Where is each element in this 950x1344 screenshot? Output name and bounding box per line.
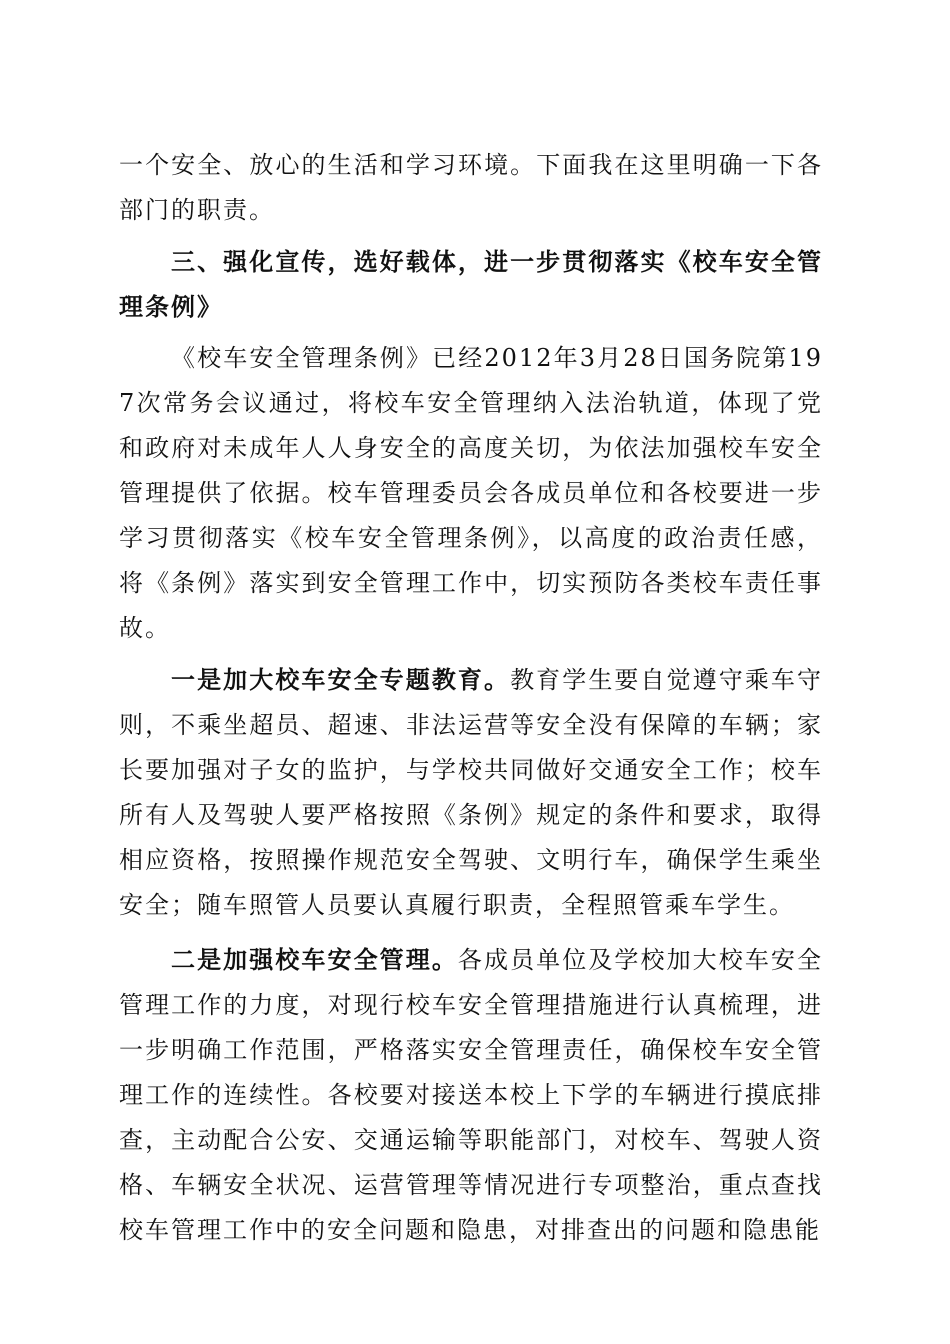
point-one-lead: 一是加大校车安全专题教育。: [171, 665, 511, 694]
intro-paragraph: 一个安全、放心的生活和学习环境。下面我在这里明确一下各部门的职责。: [119, 151, 823, 224]
point-two-paragraph: [119, 937, 823, 1253]
point-two-body: 各成员单位及学校加大校车安全管理工作的力度，对现行校车安全管理措施进行认真梳理，进一步明确工作范围，严格落实安全管理责任，确保校车安全管理工作的连续性。各校要对接送本校上下学的车辆进行摸底排查，主动配合公安、交通运输等职能部门，对校车、驾驶人资格、车辆安全状况、运营管理等情况进行专项整治，重点查找校车管理工作中的安全问题和隐患，对排查出的问题和隐患能: [119, 946, 824, 1244]
section-heading: 三、强化宣传，选好载体，进一步贯彻落实《校车安全管理条例》: [119, 247, 823, 321]
point-two-lead: 二是加强校车安全管理。: [171, 945, 458, 974]
point-one-body: 教育学生要自觉遵守乘车守则，不乘坐超员、超速、非法运营等安全没有保障的车辆；家长要加强对子女的监护，与学校共同做好交通安全工作；校车所有人及驾驶人要严格按照《条例》规定的条件和要求，取得相应资格，按照操作规范安全驾驶、文明行车，确保学生乘坐安全；随车照管人员要认真履行职责，全程照管乘车学生。: [119, 666, 824, 919]
regulation-paragraph: 《校车安全管理条例》已经2012年3月28日国务院第197次常务会议通过，将校车安全管理纳入法治轨道，体现了党和政府对未成年人人身安全的高度关切，为依法加强校车安全管理提供了依据。校车管理委员会各成员单位和各校要进一步学习贯彻落实《校车安全管理条例》，以高度的政治责任感，将《条例》落实到安全管理工作中，切实预防各类校车责任事故。: [119, 344, 823, 642]
point-one-paragraph: [119, 657, 823, 928]
document-body: [119, 143, 823, 1253]
